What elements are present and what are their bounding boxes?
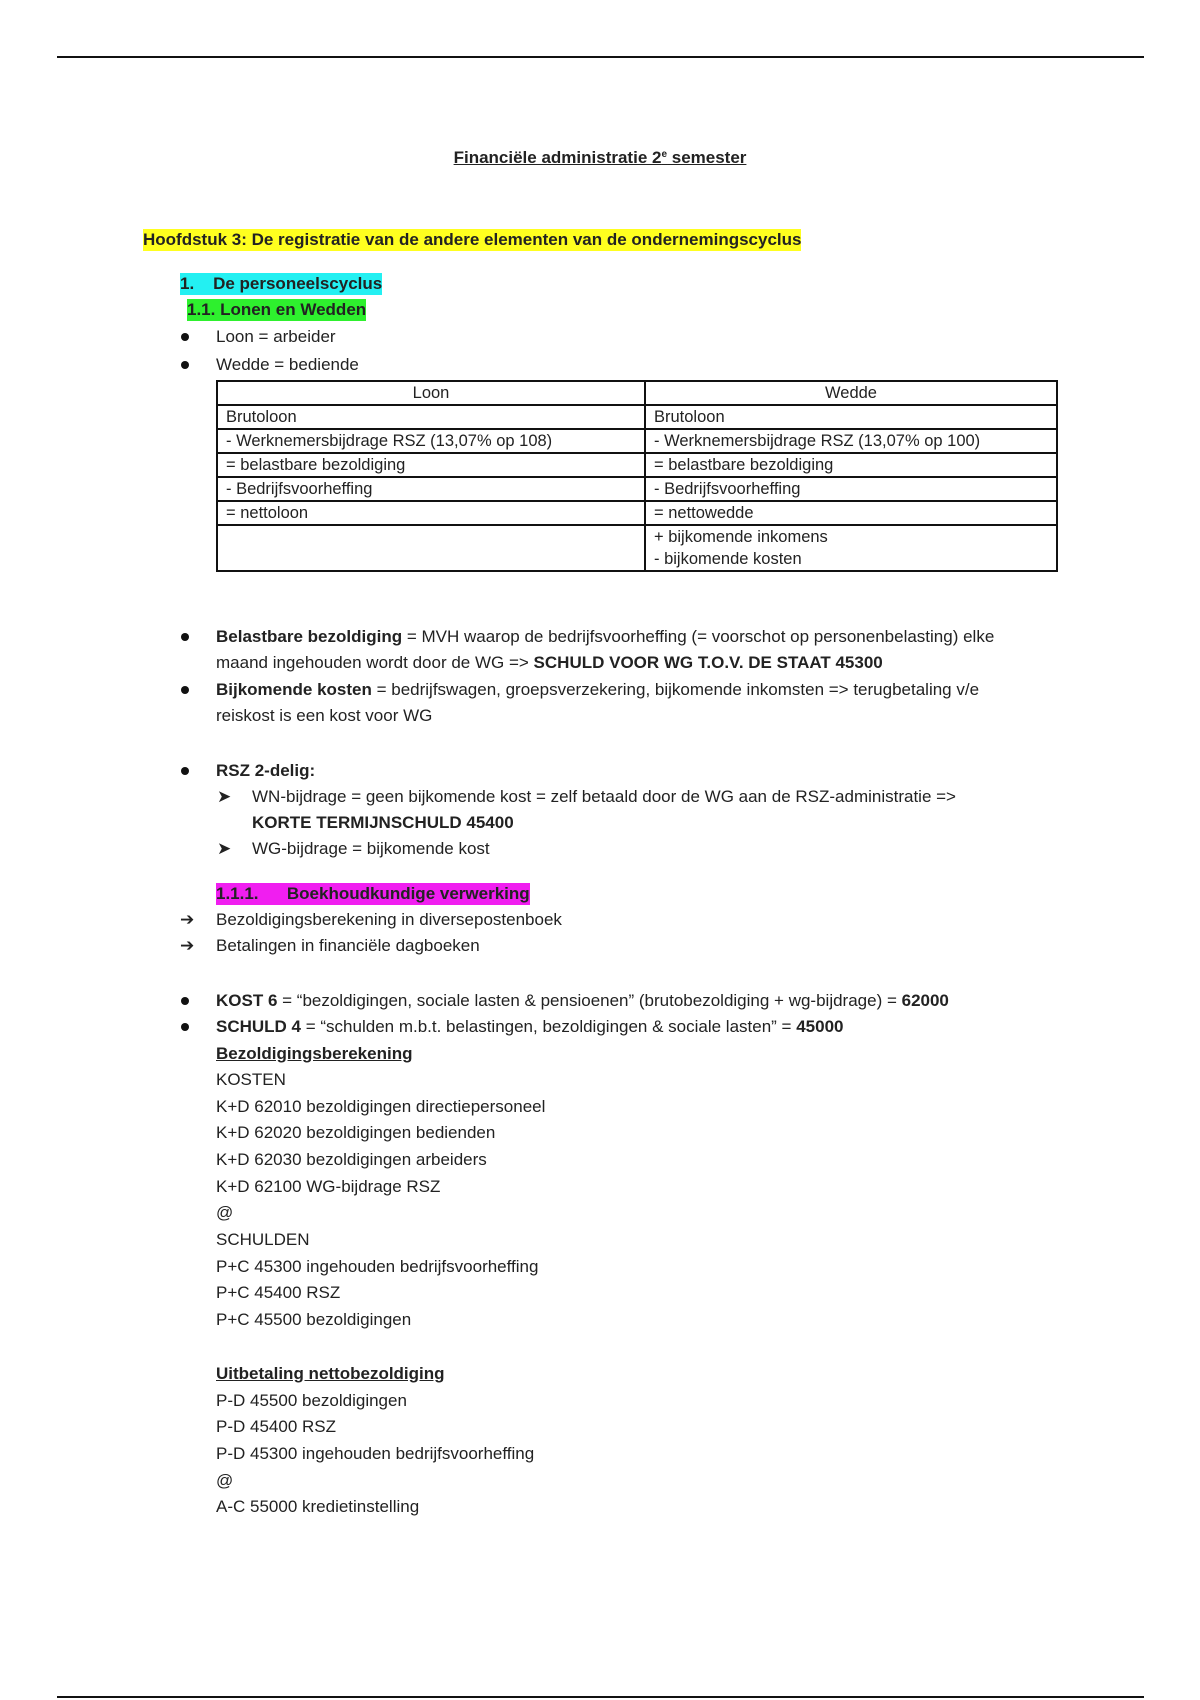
belastbare-bold: SCHULD VOOR WG T.O.V. DE STAAT 45300 [533, 653, 883, 672]
bullet-icon [181, 997, 189, 1005]
arrow-item-1: Bezoldigingsberekening in diversepostenboek [216, 910, 562, 929]
page-title-sup: e [661, 149, 668, 160]
arrow-right-icon: ➔ [180, 910, 195, 930]
table-header-wedde: Wedde [645, 381, 1057, 405]
table-header-row [217, 381, 1057, 405]
bottom-rule [57, 1696, 1144, 1698]
arrowhead-icon: ➤ [217, 839, 232, 859]
table-row [217, 525, 1057, 571]
table-cell-line: - bijkomende kosten [654, 550, 802, 568]
kost-code: 62000 [901, 991, 949, 1010]
bijkomende-text-1: = bedrijfswagen, groepsverzekering, bijkomende inkomsten => terugbetaling v/e [371, 680, 980, 699]
journal-line: P+C 45400 RSZ [216, 1283, 341, 1302]
table-row [217, 453, 1057, 477]
table-cell: - Bedrijfsvoorheffing [217, 477, 645, 501]
kost-label: KOST 6 [216, 991, 278, 1010]
definition-wedde: Wedde = bediende [216, 355, 359, 374]
table-cell: - Werknemersbijdrage RSZ (13,07% op 100) [645, 429, 1057, 453]
journal-line: P-D 45500 bezoldigingen [216, 1391, 407, 1410]
journal-line: K+D 62100 WG-bijdrage RSZ [216, 1177, 441, 1196]
definition-loon: Loon = arbeider [216, 327, 336, 346]
table-cell [645, 525, 1057, 571]
table-cell: = nettoloon [217, 501, 645, 525]
journal-line: P+C 45300 ingehouden bedrijfsvoorheffing [216, 1257, 539, 1276]
page-title-suffix: semester [667, 148, 747, 167]
uitbetaling-heading: Uitbetaling nettobezoldiging [216, 1364, 445, 1383]
schuld-label: SCHULD 4 [216, 1017, 302, 1036]
rsz-wn-line-2: KORTE TERMIJNSCHULD 45400 [252, 813, 514, 832]
schuld-code: 45000 [796, 1017, 844, 1036]
journal-line: K+D 62020 bezoldigingen bedienden [216, 1123, 496, 1142]
schuld-line [216, 1016, 844, 1038]
section-heading-1: 1. De personeelscyclus [180, 274, 383, 293]
bullet-icon [181, 361, 189, 369]
arrow-right-icon: ➔ [180, 936, 195, 956]
journal-line: K+D 62010 bezoldigingen directiepersoneel [216, 1097, 546, 1116]
journal-line: P-D 45300 ingehouden bedrijfsvoorheffing [216, 1444, 535, 1463]
bullet-icon [181, 1023, 189, 1031]
belastbare-text-1: = MVH waarop de bedrijfsvoorheffing (= voorschot op personenbelasting) elke [402, 627, 995, 646]
table-row [217, 429, 1057, 453]
journal-line: P+C 45500 bezoldigingen [216, 1310, 412, 1329]
bezoldigingsberekening-heading: Bezoldigingsberekening [216, 1044, 413, 1063]
arrow-item-2: Betalingen in financiële dagboeken [216, 936, 480, 955]
table-header-loon: Loon [217, 381, 645, 405]
rsz-heading: RSZ 2-delig: [216, 761, 316, 780]
journal-line: @ [216, 1471, 234, 1490]
table-cell: - Bedrijfsvoorheffing [645, 477, 1057, 501]
table-cell: = nettowedde [645, 501, 1057, 525]
rsz-wg-line: WG-bijdrage = bijkomende kost [252, 839, 490, 858]
page-title [0, 144, 1200, 169]
table-cell: - Werknemersbijdrage RSZ (13,07% op 108) [217, 429, 645, 453]
kost-line [216, 990, 949, 1012]
table-row [217, 405, 1057, 429]
table-cell-line: + bijkomende inkomens [654, 528, 828, 546]
bijkomende-line-2: reiskost is een kost voor WG [216, 706, 433, 725]
rsz-wn-line-1: WN-bijdrage = geen bijkomende kost = zelf betaald door de WG aan de RSZ-administratie => [252, 787, 956, 806]
arrowhead-icon: ➤ [217, 787, 232, 807]
bullet-icon [181, 767, 189, 775]
page-title-text: Financiële administratie 2 [453, 148, 662, 167]
journal-line: A-C 55000 kredietinstelling [216, 1497, 420, 1516]
journal-line: SCHULDEN [216, 1230, 310, 1249]
belastbare-line-1 [216, 626, 994, 648]
table-cell: = belastbare bezoldiging [645, 453, 1057, 477]
top-rule [57, 56, 1144, 58]
bullet-icon [181, 633, 189, 641]
journal-line: K+D 62030 bezoldigingen arbeiders [216, 1150, 487, 1169]
bullet-icon [181, 686, 189, 694]
journal-line: P-D 45400 RSZ [216, 1417, 336, 1436]
pay-table [216, 380, 1058, 572]
chapter-heading: Hoofdstuk 3: De registratie van de andere elementen van de ondernemingscyclus [143, 230, 802, 249]
journal-line: @ [216, 1203, 234, 1222]
bullet-icon [181, 333, 189, 341]
belastbare-text-2: maand ingehouden wordt door de WG => [216, 653, 534, 672]
kost-text: = “bezoldigingen, sociale lasten & pensioenen” (brutobezoldiging + wg-bijdrage) = [277, 991, 902, 1010]
table-row [217, 501, 1057, 525]
journal-line: KOSTEN [216, 1070, 286, 1089]
section-heading-1-1-1: 1.1.1. Boekhoudkundige verwerking [216, 884, 530, 903]
table-cell: Brutoloon [645, 405, 1057, 429]
table-cell: = belastbare bezoldiging [217, 453, 645, 477]
belastbare-term: Belastbare bezoldiging [216, 627, 403, 646]
bijkomende-term: Bijkomende kosten [216, 680, 372, 699]
table-row [217, 477, 1057, 501]
table-cell: Brutoloon [217, 405, 645, 429]
table-cell-empty [217, 525, 645, 571]
bijkomende-line-1 [216, 679, 979, 701]
section-heading-1-1: 1.1. Lonen en Wedden [187, 300, 367, 319]
belastbare-line-2 [216, 652, 883, 674]
schuld-text: = “schulden m.b.t. belastingen, bezoldigingen & sociale lasten” = [301, 1017, 797, 1036]
